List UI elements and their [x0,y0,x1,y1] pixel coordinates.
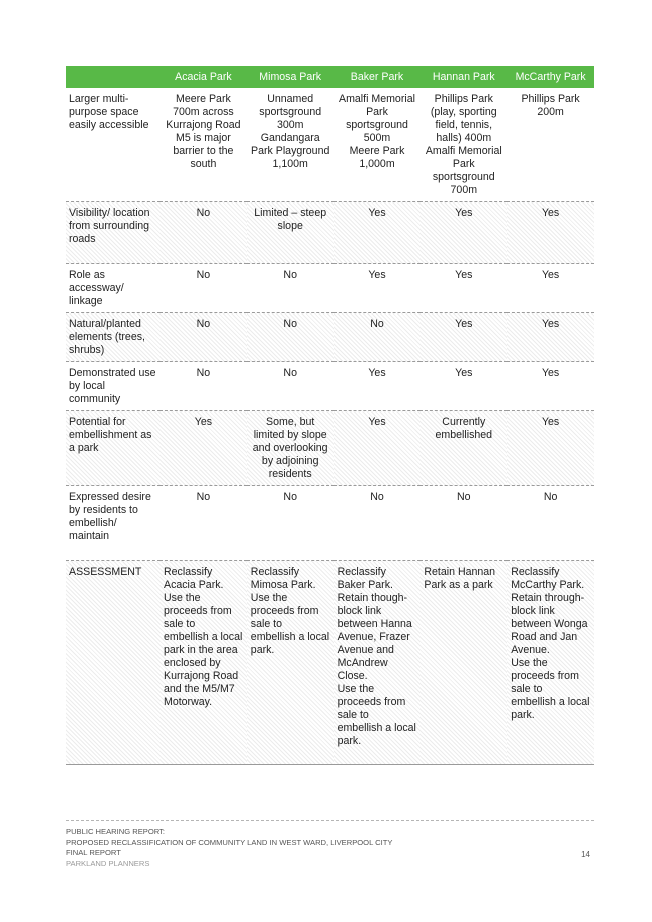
assessment-row [66,561,594,765]
table-cell: No [160,264,247,313]
table-cell: Yes [420,264,507,313]
table-cell: No [420,486,507,561]
park-assessment-table [66,66,594,765]
table-cell: Unnamed sportsground 300m Gandangara Park Playground 1,100m [247,88,334,202]
assessment-cell: Reclassify Baker Park. Retain though-block link between Hanna Avenue, Frazer Avenue and McAndrew Close. Use the proceeds from sale to embellish a local park. [334,561,421,765]
row-label: Potential for embellishment as a park [66,411,160,486]
table-cell: Yes [507,362,594,411]
table-cell: Amalfi Memorial Park sportsground 500m Meere Park 1,000m [334,88,421,202]
row-label: Visibility/ location from surrounding roads [66,202,160,264]
header-acacia-park: Acacia Park [160,66,247,88]
header-hannan-park: Hannan Park [420,66,507,88]
table-row [66,486,594,561]
footer-report-status: FINAL REPORT [66,848,121,857]
table-cell: Yes [507,202,594,264]
table-cell: No [160,313,247,362]
table-cell: No [334,486,421,561]
header-mccarthy-park: McCarthy Park [507,66,594,88]
row-label: Expressed desire by residents to embellish/ maintain [66,486,160,561]
row-label: ASSESSMENT [66,561,160,765]
table-cell: Limited – steep slope [247,202,334,264]
table-cell: No [160,362,247,411]
table-cell: No [507,486,594,561]
assessment-cell: Reclassify Mimosa Park. Use the proceeds from sale to embellish a local park. [247,561,334,765]
table-cell: Yes [160,411,247,486]
footer-report-title: PROPOSED RECLASSIFICATION OF COMMUNITY LAND IN WEST WARD, LIVERPOOL CITY [66,837,393,847]
table-cell: Some, but limited by slope and overlooking by adjoining residents [247,411,334,486]
table-cell: No [334,313,421,362]
table-cell: Yes [507,264,594,313]
table-cell: Yes [420,362,507,411]
table-cell: Yes [334,202,421,264]
table-header-row [66,66,594,88]
row-label: Larger multi-purpose space easily accessible [66,88,160,202]
table-cell: Yes [507,411,594,486]
assessment-cell: Reclassify Acacia Park. Use the proceeds from sale to embellish a local park in the area enclosed by Kurrajong Road and the M5/M7 Motorway. [160,561,247,765]
table-cell: No [247,313,334,362]
table-cell: Yes [420,313,507,362]
table-cell: No [160,202,247,264]
table-row [66,411,594,486]
page-footer [66,820,594,869]
table-cell: Yes [334,264,421,313]
table-cell: No [247,264,334,313]
table-cell: No [247,362,334,411]
header-criteria [66,66,160,88]
header-mimosa-park: Mimosa Park [247,66,334,88]
table-cell: Yes [420,202,507,264]
footer-organisation: PARKLAND PLANNERS [66,858,150,868]
table-row [66,313,594,362]
table-cell: No [247,486,334,561]
table-cell: Phillips Park 200m [507,88,594,202]
assessment-cell: Reclassify McCarthy Park. Retain through-block link between Wonga Road and Jan Avenue. Use the proceeds from sale to embellish a local park. [507,561,594,765]
table-row [66,362,594,411]
table-cell: Yes [334,362,421,411]
table-cell: Phillips Park (play, sporting field, tennis, halls) 400m Amalfi Memorial Park sportsground 700m [420,88,507,202]
row-label: Demonstrated use by local community [66,362,160,411]
table-row [66,264,594,313]
page-number: 14 [581,850,590,859]
table-cell: Yes [334,411,421,486]
table-row [66,88,594,202]
table-cell: No [160,486,247,561]
table-cell: Meere Park 700m across Kurrajong Road M5 is major barrier to the south [160,88,247,202]
row-label: Role as accessway/ linkage [66,264,160,313]
assessment-cell: Retain Hannan Park as a park [420,561,507,765]
table-cell: Yes [507,313,594,362]
table-row [66,202,594,264]
row-label: Natural/planted elements (trees, shrubs) [66,313,160,362]
header-baker-park: Baker Park [334,66,421,88]
footer-report-type: PUBLIC HEARING REPORT: [66,827,166,836]
table-cell: Currently embellished [420,411,507,486]
